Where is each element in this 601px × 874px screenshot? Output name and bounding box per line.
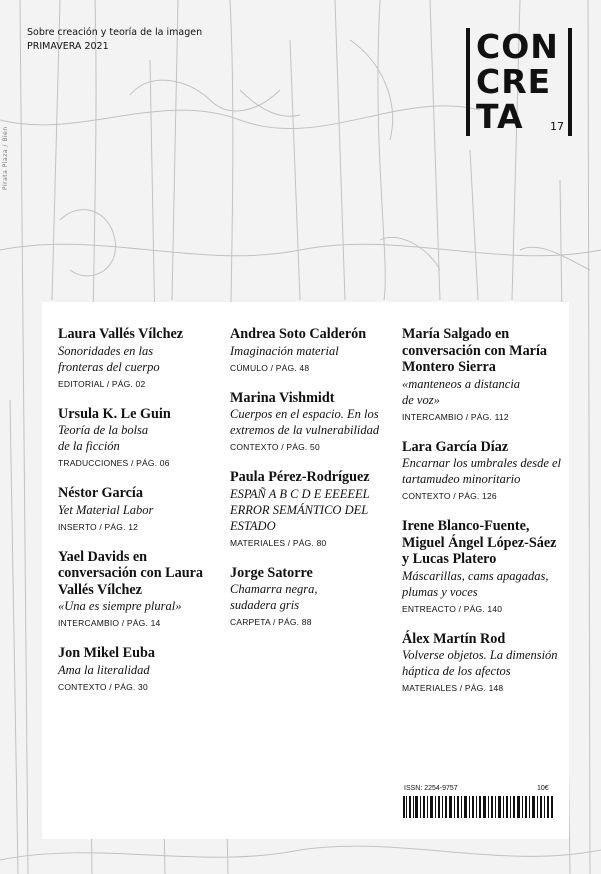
entry-author: Ursula K. Le Guin <box>58 405 171 422</box>
entry-title: «Una es siempre plural» <box>58 599 182 613</box>
magazine-subtitle: Sobre creación y teoría de la imagen <box>27 27 203 38</box>
entry-author: Néstor García <box>58 485 143 501</box>
contents-column-2 <box>230 326 405 644</box>
contents-entry[interactable] <box>230 326 405 374</box>
entry-section: CARPETA / PÁG. 88 <box>230 617 312 627</box>
entry-author: Andrea Soto Calderón <box>230 326 367 342</box>
entry-title: Imaginación material <box>230 343 339 358</box>
logo-left-bar <box>466 28 470 136</box>
entry-author: Marina Vishmidt <box>230 389 335 406</box>
entry-section: TRADUCCIONES / PÁG. 06 <box>58 458 170 468</box>
entry-section: CÚMULO / PÁG. 48 <box>230 362 310 373</box>
entry-section: MATERIALES / PÁG. 148 <box>402 683 504 693</box>
entry-title: Chamarra negra, sudadera gris <box>230 582 318 612</box>
header-text <box>27 26 202 54</box>
logo-right-bar <box>568 28 572 136</box>
entry-section: INSERTO / PÁG. 12 <box>58 521 139 532</box>
entry-author: Jorge Satorre <box>230 564 313 581</box>
entry-section: EDITORIAL / PÁG. 02 <box>58 378 146 389</box>
entry-title: Teoría de la bolsa de la ficción <box>58 423 149 453</box>
contents-entry[interactable] <box>402 631 577 695</box>
artist-credit: Pirata Plaza / Bien <box>2 126 9 190</box>
contents-entry[interactable] <box>402 326 577 423</box>
entry-title: Ama la literalidad <box>58 662 150 677</box>
contents-entry[interactable] <box>58 326 233 390</box>
contents-entry[interactable] <box>230 565 405 629</box>
entry-title: Cuerpos en el espacio. En los extremos de la vulnerabilidad <box>230 407 380 437</box>
entry-title: Yet Material Labor <box>58 502 154 517</box>
entry-title: ESPAÑ A B C D E EEEEEL ERROR SEMÁNTICO DEL ESTADO <box>230 486 370 533</box>
entry-title: «manteneos a distancia de voz» <box>402 376 521 407</box>
entry-author: Irene Blanco-Fuente, Miguel Ángel López-Sáez y Lucas Platero <box>402 518 557 567</box>
contents-entry[interactable] <box>230 469 405 549</box>
entry-author: Lara García Díaz <box>402 438 509 455</box>
logo-row-3: TA <box>476 97 524 136</box>
entry-title: Encarnar los umbrales desde el tartamudeo minoritario <box>402 456 562 486</box>
contents-entry[interactable] <box>58 645 233 693</box>
entry-section: CONTEXTO / PÁG. 30 <box>58 681 148 692</box>
logo-row-2: CRE <box>476 62 552 101</box>
contents-column-1 <box>58 326 233 709</box>
price-label: 10€ <box>537 785 549 792</box>
entry-author: Laura Vallés Vílchez <box>58 326 184 342</box>
entry-title: Sonoridades en las fronteras del cuerpo <box>58 343 160 374</box>
contents-entry[interactable] <box>402 439 577 503</box>
contents-entry[interactable] <box>230 390 405 454</box>
entry-title: Máscarillas, cams apagadas, plumas y voces <box>402 568 549 599</box>
season-label: PRIMAVERA 2021 <box>27 41 109 52</box>
entry-section: INTERCAMBIO / PÁG. 14 <box>58 618 161 628</box>
entry-section: CONTEXTO / PÁG. 50 <box>230 442 320 452</box>
entry-author: Álex Martín Rod <box>402 630 506 647</box>
entry-section: INTERCAMBIO / PÁG. 112 <box>402 411 509 422</box>
barcode <box>403 796 553 818</box>
contents-entry[interactable] <box>402 518 577 615</box>
contents-entry[interactable] <box>58 406 233 470</box>
entry-author: Paula Pérez-Rodríguez <box>230 469 370 485</box>
logo-row-1: CON <box>476 27 559 66</box>
contents-entry[interactable] <box>58 549 233 630</box>
contents-column-3 <box>402 326 577 710</box>
entry-title: Volverse objetos. La dimensión háptica de los afectos <box>402 648 558 678</box>
entry-author: Yael Davids en conversación con Laura Vallés Vílchez <box>58 548 204 598</box>
entry-author: María Salgado en conversación con María Montero Sierra <box>402 326 547 375</box>
entry-author: Jon Mikel Euba <box>58 645 155 661</box>
entry-section: CONTEXTO / PÁG. 126 <box>402 491 497 501</box>
entry-section: MATERIALES / PÁG. 80 <box>230 537 327 548</box>
entry-section: ENTREACTO / PÁG. 140 <box>402 603 503 614</box>
issn-label: ISSN: 2254-9757 <box>404 785 458 792</box>
contents-entry[interactable] <box>58 485 233 533</box>
issue-number: 17 <box>550 120 564 133</box>
